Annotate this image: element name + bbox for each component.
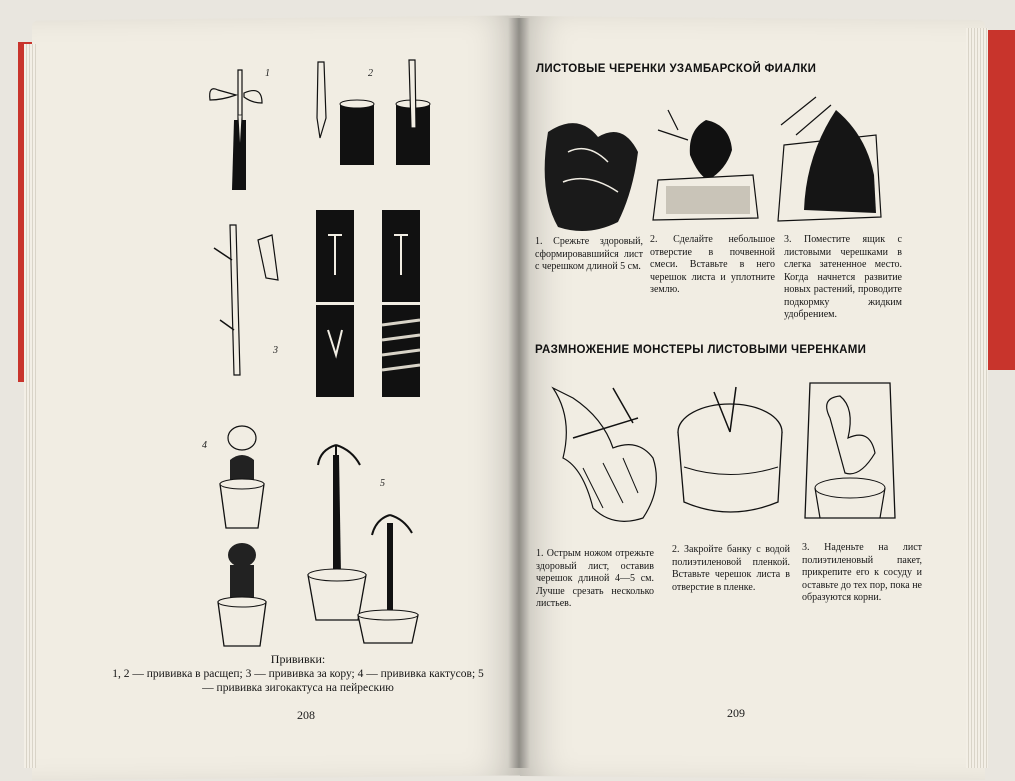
violet-step-2: 2. Сделайте небольшое отверстие в почвенной смеси. Вставьте в него черешок листа и уплотните землю. xyxy=(650,234,775,295)
figure-cleft-graft-stages xyxy=(310,58,440,168)
figure-violet-plant xyxy=(538,112,643,237)
left-caption-title: Прививки: xyxy=(270,652,326,666)
figure-monstera-jar xyxy=(674,382,789,517)
section-heading-violet: ЛИСТОВЫЕ ЧЕРЕНКИ УЗАМБАРСКОЙ ФИАЛКИ xyxy=(536,63,817,75)
figure-monstera-cutting xyxy=(543,378,668,538)
figure-number-1: 1 xyxy=(265,68,270,79)
page-number-left: 208 xyxy=(297,708,315,722)
left-caption-text: 1, 2 — прививка в расщеп; 3 — прививка за кору; 4 — прививка кактусов; 5 — прививка зигокактуса на пейрескию xyxy=(112,668,484,694)
monstera-step-1: 1. Острым ножом отрежьте здоровый лист, оставив черешок длиной 4—5 см. Лучше срезать несколько листьев. xyxy=(536,548,654,609)
figure-monstera-bagged xyxy=(800,378,900,528)
figure-number-4: 4 xyxy=(202,440,207,451)
figure-cleft-graft-illustration xyxy=(200,65,280,195)
figure-bark-graft-branch xyxy=(200,220,290,380)
figure-number-5: 5 xyxy=(380,478,385,489)
figure-violet-leaf-inserted xyxy=(648,100,763,225)
page-edges-left xyxy=(24,44,36,768)
page-edges-right xyxy=(966,28,988,768)
figure-zygocactus-graft xyxy=(300,435,430,645)
monstera-step-3: 3. Наденьте на лист полиэтиленовый пакет, прикрепите его к сосуду и оставьте до тех пор, пока не образуются корни. xyxy=(802,542,922,603)
figure-number-2: 2 xyxy=(368,68,373,79)
figure-violet-tray xyxy=(776,95,886,225)
monstera-step-2: 2. Закройте банку с водой полиэтиленовой пленкой. Вставьте черешок листа в отверстие в пленке. xyxy=(672,544,790,593)
book-gutter xyxy=(508,18,530,768)
page-number-right: 209 xyxy=(727,706,745,720)
figure-bark-graft-blocks xyxy=(314,205,434,405)
section-heading-monstera: РАЗМНОЖЕНИЕ МОНСТЕРЫ ЛИСТОВЫМИ ЧЕРЕНКАМИ xyxy=(535,344,867,356)
figure-number-3: 3 xyxy=(273,345,278,356)
violet-step-3: 3. Поместите ящик с листовыми черешками в слегка затененное место. Когда начнется развитие новых растений, проводите подкормку жидким удобрением. xyxy=(784,234,902,320)
violet-step-1: 1. Срежьте здоровый, сформировавшийся лист с черешком длиной 5 см. xyxy=(535,236,643,272)
figure-cactus-graft xyxy=(208,420,278,650)
